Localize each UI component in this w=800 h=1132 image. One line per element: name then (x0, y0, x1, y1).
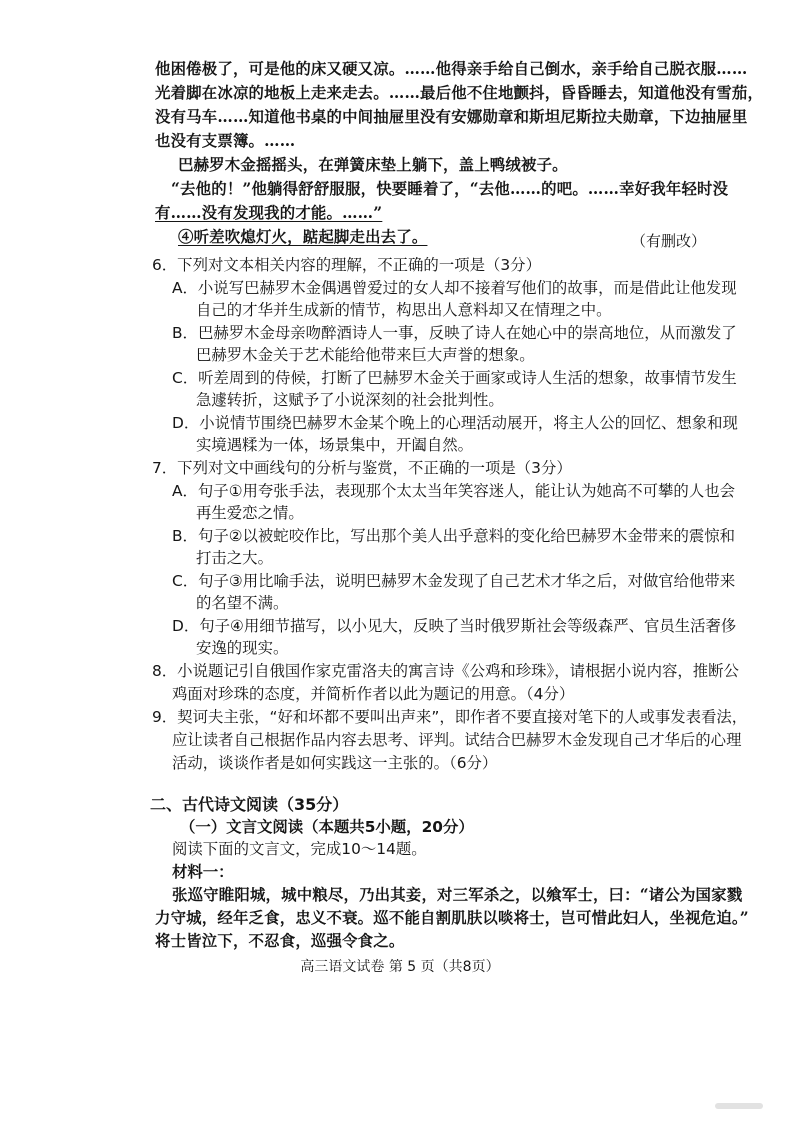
option-6b-cont: 巴赫罗木金关于艺术能给他带来巨大声誉的想象。 (196, 346, 535, 364)
passage-line-underlined: ④听差吹熄灯火，踮起脚走出去了。 (178, 228, 428, 246)
option-7d: D．句子④用细节描写，以小见大，反映了当时俄罗斯社会等级森严、官员生活奢侈 (172, 617, 737, 635)
option-7b-cont: 打击之大。 (196, 549, 273, 567)
page-footer: 高三语文试卷 第 5 页（共8页） (300, 959, 500, 975)
option-7b: B．句子②以被蛇咬作比，写出那个美人出乎意料的变化给巴赫罗木金带来的震惊和 (172, 527, 736, 545)
option-7c: C．句子③用比喻手法，说明巴赫罗木金发现了自己艺术才华之后，对做官给他带来 (172, 572, 736, 590)
option-7a-cont: 再生爱恋之情。 (196, 504, 304, 522)
question-9-cont: 活动，谈谈作者是如何实践这一主张的。（6分） (172, 754, 498, 772)
question-8: 8．小说题记引自俄国作家克雷洛夫的寓言诗《公鸡和珍珠》，请根据小说内容，推断公 (152, 662, 739, 680)
question-8-cont: 鸡面对珍珠的态度，并简析作者以此为题记的用意。（4分） (172, 685, 575, 703)
option-6a: A．小说写巴赫罗木金偶遇曾爱过的女人却不接着写他们的故事，而是借此让他发现 (172, 279, 737, 297)
option-6b: B．巴赫罗木金母亲吻醉酒诗人一事，反映了诗人在她心中的崇高地位，从而激发了 (172, 324, 737, 342)
source-note: （有删改） (630, 232, 706, 250)
material-label: 材料一： (172, 863, 234, 881)
classical-text-line: 张巡守睢阳城，城中粮尽，乃出其妾，对三军杀之，以飨军士，曰：“诸公为国家戮 (172, 886, 743, 904)
passage-line: 他困倦极了，可是他的床又硬又凉。……他得亲手给自己倒水，亲手给自己脱衣服…… (155, 60, 748, 78)
option-7c-cont: 的名望不满。 (196, 594, 289, 612)
option-6c-cont: 急遽转折，这赋予了小说深刻的社会批判性。 (196, 391, 504, 409)
passage-line-underlined: 有……没有发现我的才能。……” (155, 204, 383, 222)
question-9: 9．契诃夫主张，“好和坏都不要叫出声来”，即作者不要直接对笔下的人或事发表看法， (152, 708, 748, 726)
scan-artifact (715, 1103, 763, 1109)
subsection-title: （一）文言文阅读（本题共5小题，20分） (180, 818, 474, 836)
classical-text-line: 将士皆泣下，不忍食，巡强令食之。 (155, 932, 405, 950)
option-7d-cont: 安逸的现实。 (196, 639, 289, 657)
passage-line: “去他的！”他躺得舒舒服服，快要睡着了，“去他……的吧。……幸好我年轻时没 (171, 180, 729, 198)
reading-instruction: 阅读下面的文言文，完成10～14题。 (172, 840, 427, 858)
section-title: 二、古代诗文阅读（35分） (150, 795, 349, 814)
passage-line: 也没有支票簿。…… (155, 132, 296, 150)
classical-text-line: 力守城，经年乏食，忠义不衰。巡不能自割肌肤以啖将士，岂可惜此妇人，坐视危迫。” (155, 909, 749, 927)
option-6a-cont: 自己的才华并生成新的情节，构思出人意料却又在情理之中。 (196, 301, 612, 319)
passage-line: 巴赫罗木金摇摇头，在弹簧床垫上躺下，盖上鸭绒被子。 (178, 156, 568, 174)
passage-line: 光着脚在冰凉的地板上走来走去。……最后他不住地颤抖，昏昏睡去，知道他没有雪茄， (155, 84, 764, 102)
option-6d-cont: 实境遇糅为一体，场景集中，开阖自然。 (196, 436, 474, 454)
option-6c: C．听差周到的侍候，打断了巴赫罗木金关于画家或诗人生活的想象，故事情节发生 (172, 369, 737, 387)
question-7-stem: 7．下列对文中画线句的分析与鉴赏，不正确的一项是（3分） (152, 459, 572, 477)
question-6-stem: 6．下列对文本相关内容的理解，不正确的一项是（3分） (152, 256, 541, 274)
passage-line: 没有马车……知道他书桌的中间抽屉里没有安娜勋章和斯坦尼斯拉夫勋章，下边抽屉里 (155, 108, 748, 126)
option-7a: A．句子①用夸张手法，表现那个太太当年笑容迷人，能让认为她高不可攀的人也会 (172, 482, 735, 500)
option-6d: D．小说情节围绕巴赫罗木金某个晚上的心理活动展开，将主人公的回忆、想象和现 (172, 414, 738, 432)
question-9-cont: 应让读者自己根据作品内容去思考、评判。试结合巴赫罗木金发现自己才华后的心理 (172, 731, 742, 749)
